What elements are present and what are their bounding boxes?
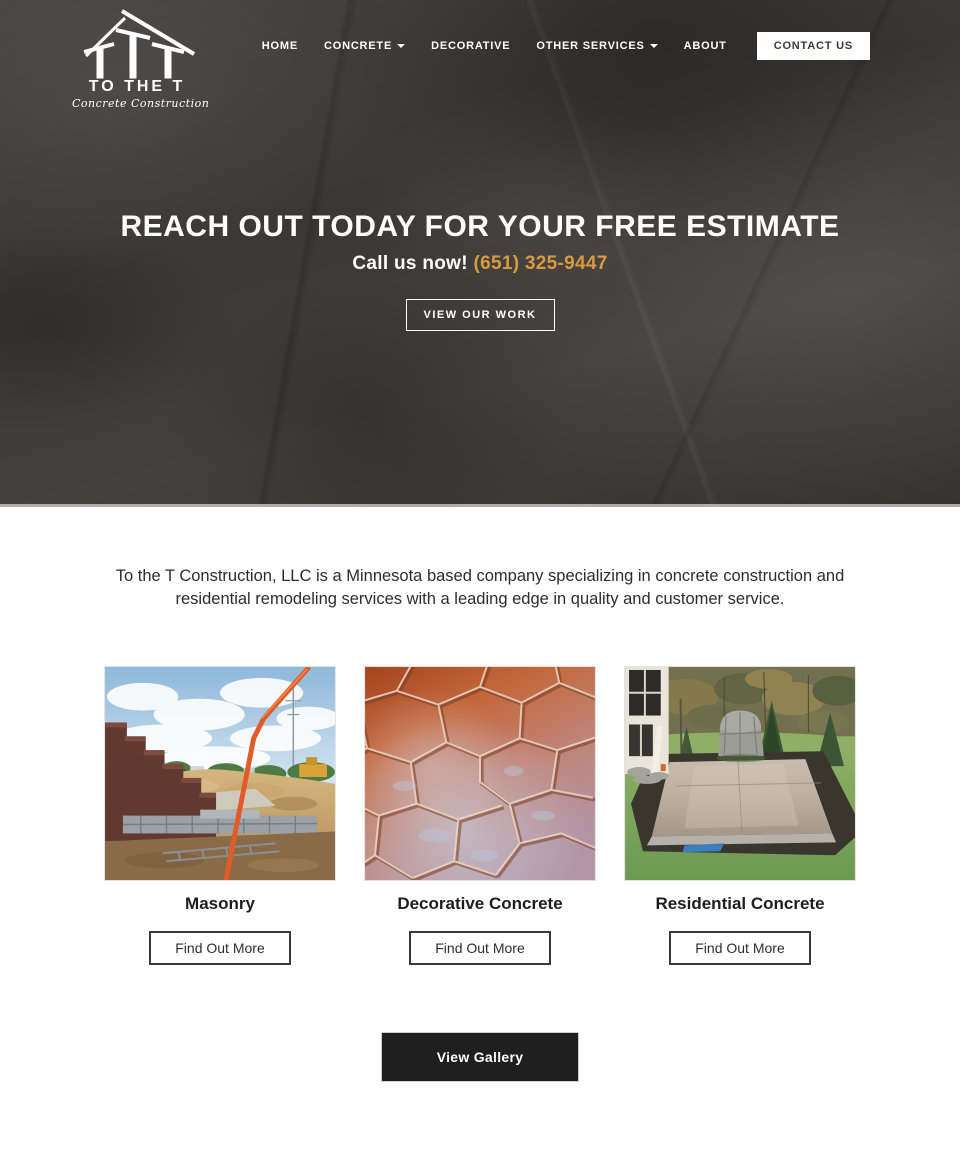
- decorative-concrete-photo: [364, 666, 596, 881]
- hero-headline: REACH OUT TODAY FOR YOUR FREE ESTIMATE: [120, 210, 840, 243]
- nav-item-label: CONCRETE: [323, 40, 393, 52]
- dropdown-caret-icon: [650, 44, 658, 48]
- nav-item-label: ABOUT: [683, 40, 727, 52]
- nav-item-concrete[interactable]: [324, 40, 405, 52]
- logo-mark-icon: [78, 8, 196, 82]
- card-title-residential: Residential Concrete: [655, 893, 825, 913]
- hero-content: [0, 210, 960, 331]
- phone-number-link[interactable]: (651) 325-9447: [473, 253, 608, 274]
- call-us-text: Call us now!: [352, 253, 474, 274]
- card-title-masonry: Masonry: [185, 893, 255, 913]
- nav-item-other-services[interactable]: [536, 40, 657, 52]
- card-title-decorative: Decorative Concrete: [397, 893, 563, 913]
- contact-us-button[interactable]: CONTACT US: [757, 32, 870, 60]
- hero-section: [0, 0, 960, 507]
- service-card-masonry: [104, 666, 336, 965]
- intro-text: To the T Construction, LLC is a Minnesota based company specializing in concrete construction and residential remodeling services with a leading edge in quality and customer service.: [115, 567, 845, 609]
- top-navigation-bar: [0, 0, 960, 110]
- nav-item-label: DECORATIVE: [431, 40, 511, 52]
- intro-section: [0, 507, 960, 612]
- masonry-photo: [104, 666, 336, 881]
- view-our-work-button[interactable]: VIEW OUR WORK: [406, 299, 555, 331]
- brand-tagline: Concrete Construction: [72, 97, 210, 110]
- nav-item-label: HOME: [261, 40, 298, 52]
- dropdown-caret-icon: [397, 44, 405, 48]
- brand-name: TO THE T: [88, 78, 186, 95]
- nav-item-label: OTHER SERVICES: [536, 40, 645, 52]
- nav-item-about[interactable]: [684, 40, 727, 52]
- brand-logo[interactable]: [72, 8, 210, 110]
- find-out-more-masonry-button[interactable]: Find Out More: [149, 931, 290, 965]
- residential-concrete-photo: [624, 666, 856, 881]
- find-out-more-residential-button[interactable]: Find Out More: [669, 931, 810, 965]
- services-section: [0, 666, 960, 965]
- find-out-more-decorative-button[interactable]: Find Out More: [409, 931, 550, 965]
- main-nav: [262, 32, 870, 60]
- nav-item-decorative[interactable]: [431, 40, 510, 52]
- view-gallery-button[interactable]: View Gallery: [381, 1032, 580, 1082]
- gallery-row: [0, 1032, 960, 1082]
- service-card-decorative: [364, 666, 596, 965]
- hero-call-line: [0, 253, 960, 275]
- service-card-residential: [624, 666, 856, 965]
- nav-item-home[interactable]: [262, 40, 298, 52]
